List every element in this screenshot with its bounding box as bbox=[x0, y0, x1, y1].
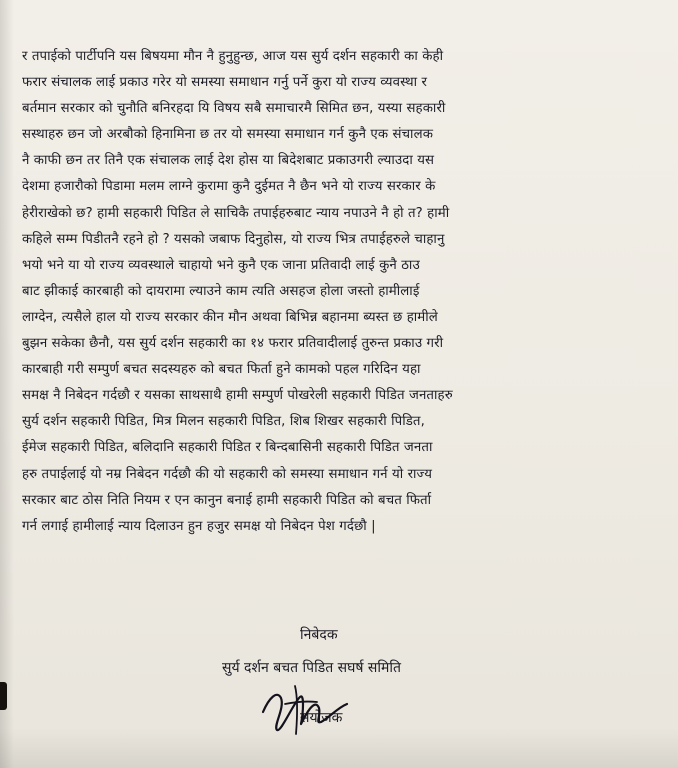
text-line: हेरीराखेको छ? हामी सहकारी पिडित ले साचिकै तपाईहरुबाट न्याय नपाउने नै हो त? हामी bbox=[22, 205, 450, 221]
binder-clip-mark bbox=[0, 682, 7, 710]
page-shadow-left bbox=[0, 0, 14, 768]
page-shadow-bottom bbox=[0, 728, 678, 768]
text-line: भयो भने या यो राज्य व्यवस्थाले चाहायो भने कुनै एक जाना प्रतिवादी लाई कुनै ठाउ bbox=[22, 257, 420, 273]
text-line: गर्न लगाई हामीलाई न्याय दिलाउन हुन हजुर समक्ष यो निबेदन पेश गर्दछौ | bbox=[22, 518, 376, 534]
text-line: सस्थाहरु छन जो अरबौको हिनामिना छ तर यो समस्या समाधान गर्न कुनै एक संचालक bbox=[22, 127, 434, 143]
text-line: हरु तपाईलाई यो नम्र निबेदन गर्दछौ की यो सहकारी को समस्या समाधान गर्न यो राज्य bbox=[22, 466, 433, 482]
letter-body bbox=[22, 44, 668, 540]
petitioner-label: निबेदक bbox=[300, 627, 338, 643]
text-line: देशमा हजारौको पिडामा मलम लाग्ने कुरामा कुनै दुईमत नै छैन भने यो राज्य सरकार के bbox=[22, 179, 436, 195]
coordinator-title: संयोजक bbox=[300, 710, 343, 726]
text-line: फरार संचालक लाई प्रकाउ गरेर यो समस्या समाधान गर्नु पर्ने कुरा यो राज्य व्यवस्था र bbox=[22, 75, 428, 91]
text-line: सुर्य दर्शन सहकारी पिडित, मित्र मिलन सहकारी पिडित, शिब शिखर सहकारी पिडित, bbox=[22, 414, 425, 430]
text-line: समक्ष नै निबेदन गर्दछौ र यसका साथसाथै हामी सम्पुर्ण पोखरेली सहकारी पिडित जनताहरु bbox=[22, 388, 453, 404]
text-line: लाग्देन, त्यसैले हाल यो राज्य सरकार कीन मौन अथवा बिभिन्न बहानमा ब्यस्त छ हामीले bbox=[22, 309, 438, 325]
committee-name: सुर्य दर्शन बचत पिडित सघर्ष समिति bbox=[222, 660, 401, 676]
text-line: र तपाईको पार्टीपनि यस बिषयमा मौन नै हुनुहुन्छ, आज यस सुर्य दर्शन सहकारी का केही bbox=[22, 49, 444, 64]
text-line: कारबाही गरी सम्पुर्ण बचत सदस्यहरु को बचत फिर्ता हुने कामको पहल गरिदिन यहा bbox=[22, 362, 421, 378]
text-line: ईमेज सहकारी पिडित, बलिदानि सहकारी पिडित र बिन्दबासिनी सहकारी पिडित जनता bbox=[22, 440, 433, 456]
text-line: बर्तमान सरकार को चुनौति बनिरहदा यि विषय सबै समाचारमै सिमित छन, यस्या सहकारी bbox=[22, 101, 446, 117]
text-line: बाट झीकाई कारबाही को दायरामा ल्याउने काम त्यति असहज होला जस्तो हामीलाई bbox=[22, 283, 420, 299]
text-line: बुझन सकेका छैनौ, यस सुर्य दर्शन सहकारी का १४ फरार प्रतिवादीलाई तुरुन्त प्रकाउ गरी bbox=[22, 336, 444, 352]
text-line: कहिले सम्म पिडीतनै रहने हो ? यसको जबाफ दिनुहोस, यो राज्य भित्र तपाईहरुले चाहानु bbox=[22, 231, 445, 247]
text-line: नै काफी छन तर तिनै एक संचालक लाई देश होस या बिदेशबाट प्रकाउगरी ल्याउदा यस bbox=[22, 153, 435, 169]
text-line: सरकार बाट ठोस निति नियम र एन कानुन बनाई हामी सहकारी पिडित को बचत फिर्ता bbox=[22, 492, 432, 508]
